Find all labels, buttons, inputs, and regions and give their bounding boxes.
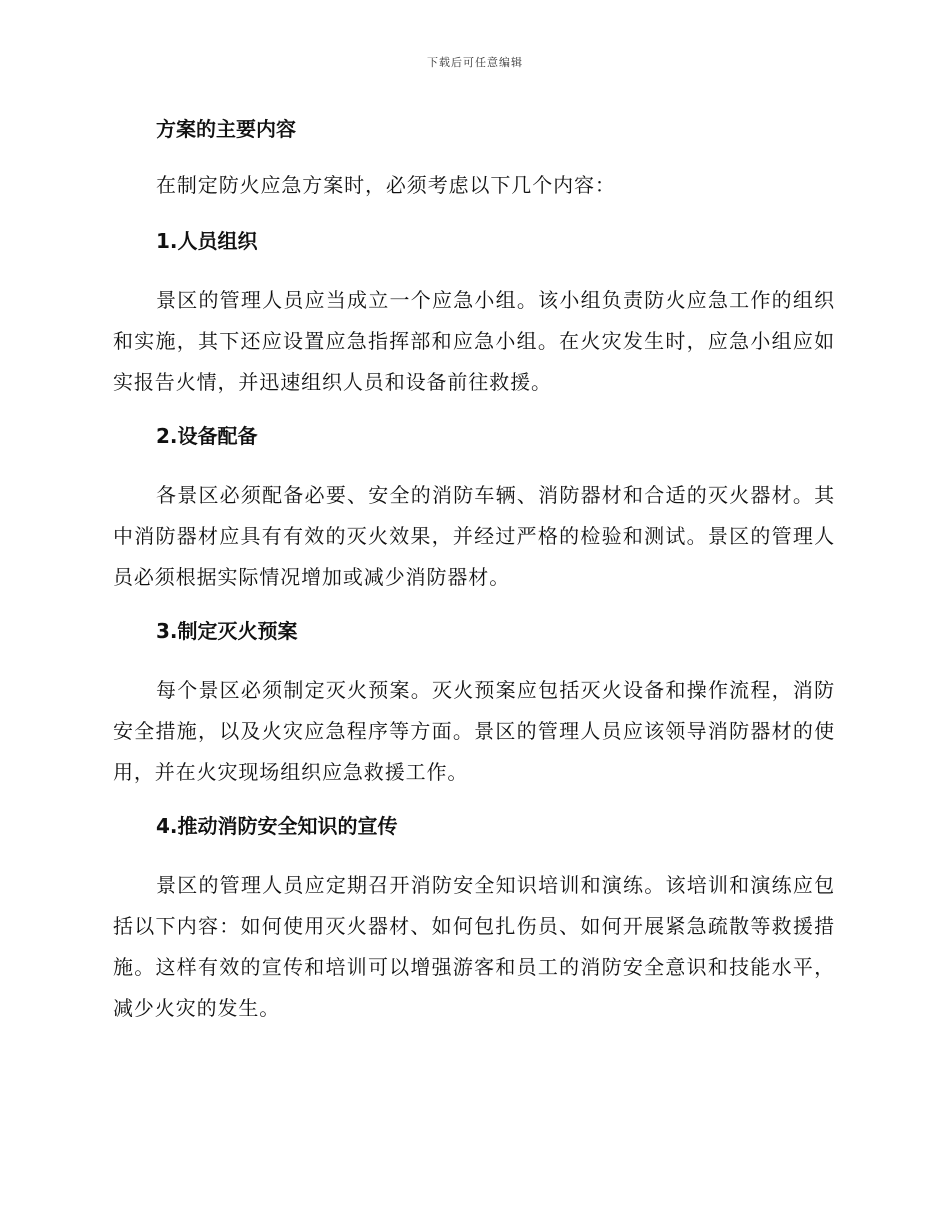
page-header-note: 下载后可任意编辑	[427, 56, 523, 69]
section-heading-equipment: 2.设备配备	[156, 424, 258, 448]
section-heading-personnel: 1.人员组织	[156, 229, 258, 253]
section-heading-plan: 3.制定灭火预案	[156, 619, 298, 643]
document-body	[113, 114, 835, 1029]
section-body-publicity: 景区的管理人员应定期召开消防安全知识培训和演练。该培训和演练应包括以下内容：如何使用灭火器材、如何包扎伤员、如何开展紧急疏散等救援措施。这样有效的宣传和培训可以增强游客和员工的消防安全意识和技能水平，减少火灾的发生。	[113, 873, 835, 1020]
intro-paragraph: 在制定防火应急方案时，必须考虑以下几个内容：	[156, 173, 616, 197]
section-body-plan: 每个景区必须制定灭火预案。灭火预案应包括灭火设备和操作流程，消防安全措施，以及火灾应急程序等方面。景区的管理人员应该领导消防器材的使用，并在火灾现场组织应急救援工作。	[113, 678, 835, 784]
section-body-equipment: 各景区必须配备必要、安全的消防车辆、消防器材和合适的灭火器材。其中消防器材应具有有效的灭火效果，并经过严格的检验和测试。景区的管理人员必须根据实际情况增加或减少消防器材。	[113, 483, 835, 589]
document-title: 方案的主要内容	[156, 117, 296, 141]
section-heading-publicity: 4.推动消防安全知识的宣传	[156, 814, 398, 838]
section-body-personnel: 景区的管理人员应当成立一个应急小组。该小组负责防火应急工作的组织和实施，其下还应设置应急指挥部和应急小组。在火灾发生时，应急小组应如实报告火情，并迅速组织人员和设备前往救援。	[113, 288, 835, 394]
